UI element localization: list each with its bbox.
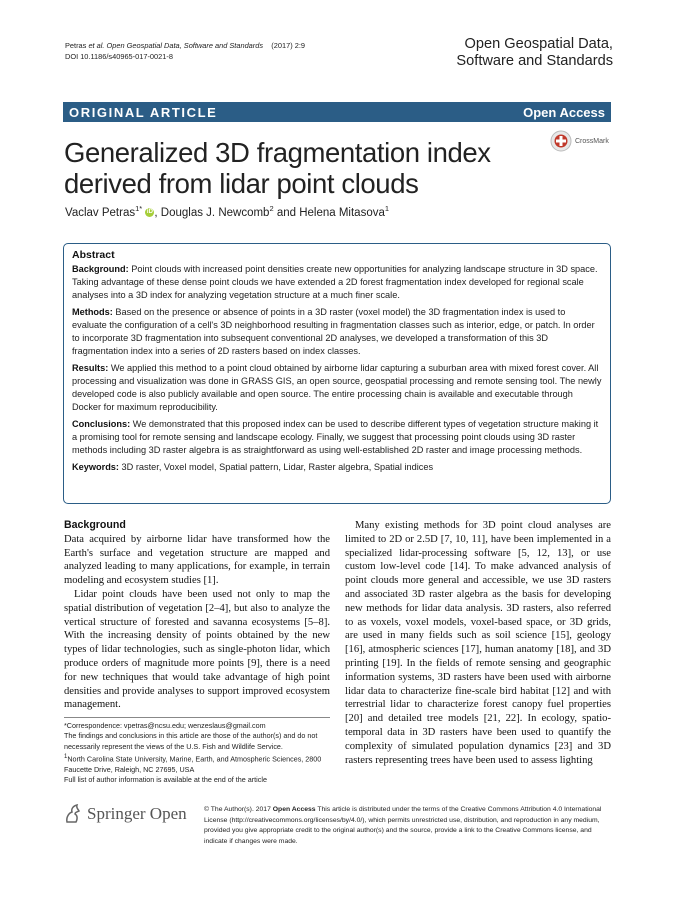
article-title: Generalized 3D fragmentation index derived from lidar point clouds	[64, 137, 491, 199]
springer-horse-icon	[63, 803, 83, 825]
body-column-right	[345, 519, 611, 767]
abstract-methods: Methods: Based on the presence or absence of points in a 3D raster (voxel model) the 3D fragmentation index is used to evaluate the configuration of a cell's 3D neighborhood resulting in fragmentation classes such as interior, edge, or patch. In order to incorporate 3D fragmentation into subsequent conventional 2D analyses, we developed a transformation of this 3D fragmentation index into a series of 2D rasters based on index classes.	[72, 307, 595, 356]
journal-name: Open Geospatial Data, Software and Standards	[456, 36, 613, 69]
abstract-results: Results: We applied this method to a point cloud obtained by airborne lidar capturing a suburban area with mixed forest cover. All processing and visualization was done in GRASS GIS, an open source, geospatial processing and remote sensing tool. The newly developed code is also publicly available and open source. The entire processing chain is available and executable through Docker for maximum reproducibility.	[72, 363, 602, 412]
footnote-divider	[64, 717, 330, 718]
abstract-box	[63, 243, 611, 504]
citation-line: Petras et al. Open Geospatial Data, Software and Standards (2017) 2:9	[65, 41, 305, 50]
affiliation: $^1$North Carolina State University, Marine, Earth, and Atmospheric Sciences, 2800 Faucette Drive, Raleigh, NC 27695, USA	[64, 754, 322, 775]
crossmark-icon	[550, 130, 572, 152]
abstract-keywords: Keywords: 3D raster, Voxel model, Spatial pattern, Lidar, Raster algebra, Spatial indices	[72, 462, 434, 472]
author-list: Vaclav Petras$^{1*}$ iD , Douglas J. Newcomb$^2$ and Helena Mitasova$^1$	[65, 204, 390, 219]
springer-open-logo[interactable]: Springer Open	[63, 803, 187, 825]
crossmark-link[interactable]	[550, 130, 609, 152]
article-type-banner	[63, 102, 611, 122]
orcid-icon[interactable]: iD	[146, 209, 153, 216]
crossmark-label: CrossMark	[575, 137, 609, 145]
doi: DOI 10.1186/s40965-017-0021-8	[65, 52, 173, 61]
paragraph: Many existing methods for 3D point cloud analyses are limited to 2D or 2.5D [7, 10, 11], have been implemented in a specialized lidar-processing software [5, 12, 13], or use custom low-level code [14]. To make advanced analysis of point clouds more general and accessible, we use 3D rasters and associated 3D raster algebra as the basis for developing new methods for lidar data analysis. 3D rasters, also referred to as voxels, voxel models, voxel-based space, or 3D grids, are used in many fields such as soil science [15], geology [16], atmospheric sciences [17], human anatomy [18], and 3D printing [19]. In the fields of remote sensing and geographic information systems, 3D rasters have been used with airborne lidar data to characterize fine-scale bird habitat [12] and with terrestrial lidar to characterize forest canopy fuel properties [20] and detailed tree models [21, 22]. In ecology, spatio-temporal data in 3D rasters have been used to quantify the complexity of simulated population dynamics [23] and 3D rasters representing trees have been used to assess lighting	[345, 520, 611, 766]
paragraph: Data acquired by airborne lidar have transformed how the Earth's surface and vegetation structure are mapped and analyzed leading to many applications, for example, in terrain modeling and ecosystem studies [1].	[64, 533, 330, 587]
footnotes	[64, 721, 334, 786]
open-access-label: Open Access	[523, 104, 605, 120]
abstract-heading: Abstract	[72, 249, 115, 261]
author-info-note: Full list of author information is available at the end of the article	[64, 775, 267, 785]
abstract-conclusions: Conclusions: We demonstrated that this proposed index can be used to describe different types of vegetation structure making it a promising tool for remote sensing and landscape ecology. Finally, we suggest that processing point clouds using 3D raster methods including 3D raster algebra is as straightforward as using well-established 2D raster and image processing methods.	[72, 419, 599, 455]
article-type: ORIGINAL ARTICLE	[69, 104, 218, 120]
author-name[interactable]: Vaclav Petras	[65, 206, 136, 219]
author-name[interactable]: , Douglas J. Newcomb	[154, 206, 270, 219]
abstract-background: Background: Point clouds with increased point densities create new opportunities for analyzing landscape structure in 3D space. Taking advantage of these dense point clouds we have extended a 2D forest fragmentation index developed for regional scale analyses into a 3D index for analyzing vegetation structure at a much finer scale.	[72, 264, 598, 300]
disclaimer: The findings and conclusions in this article are those of the author(s) and do not necessarily represent the views of the U.S. Fish and Wildlife Service.	[64, 731, 318, 751]
running-header	[65, 40, 305, 62]
body-column-left	[64, 519, 330, 712]
license-statement: © The Author(s). 2017 Open Access This article is distributed under the terms of the Creative Commons Attribution 4.0 International License (http://creativecommons.org/licenses/by/4.0/), which permits unrestricted use, distribution, and reproduction in any medium, provided you give appropriate credit to the original author(s) and the source, provide a link to the Creative Commons license, and indicate if changes were made.	[204, 806, 602, 845]
correspondence[interactable]: *Correspondence: vpetras@ncsu.edu; wenzeslaus@gmail.com	[64, 721, 266, 730]
section-heading: Background	[64, 519, 126, 531]
author-name[interactable]: and Helena Mitasova	[273, 206, 385, 219]
paragraph: Lidar point clouds have been used not only to map the spatial distribution of vegetation [2–4], but also to analyze the vertical structure of forested and savanna ecosystems [5–8]. With the increasing density of points obtained by the new types of lidar technologies, such as single-photon lidar, which produce orders of magnitude more points [9], there is a need for new techniques that would take advantage of high point densities and provide analyses to support improved ecosystem management.	[64, 588, 330, 711]
